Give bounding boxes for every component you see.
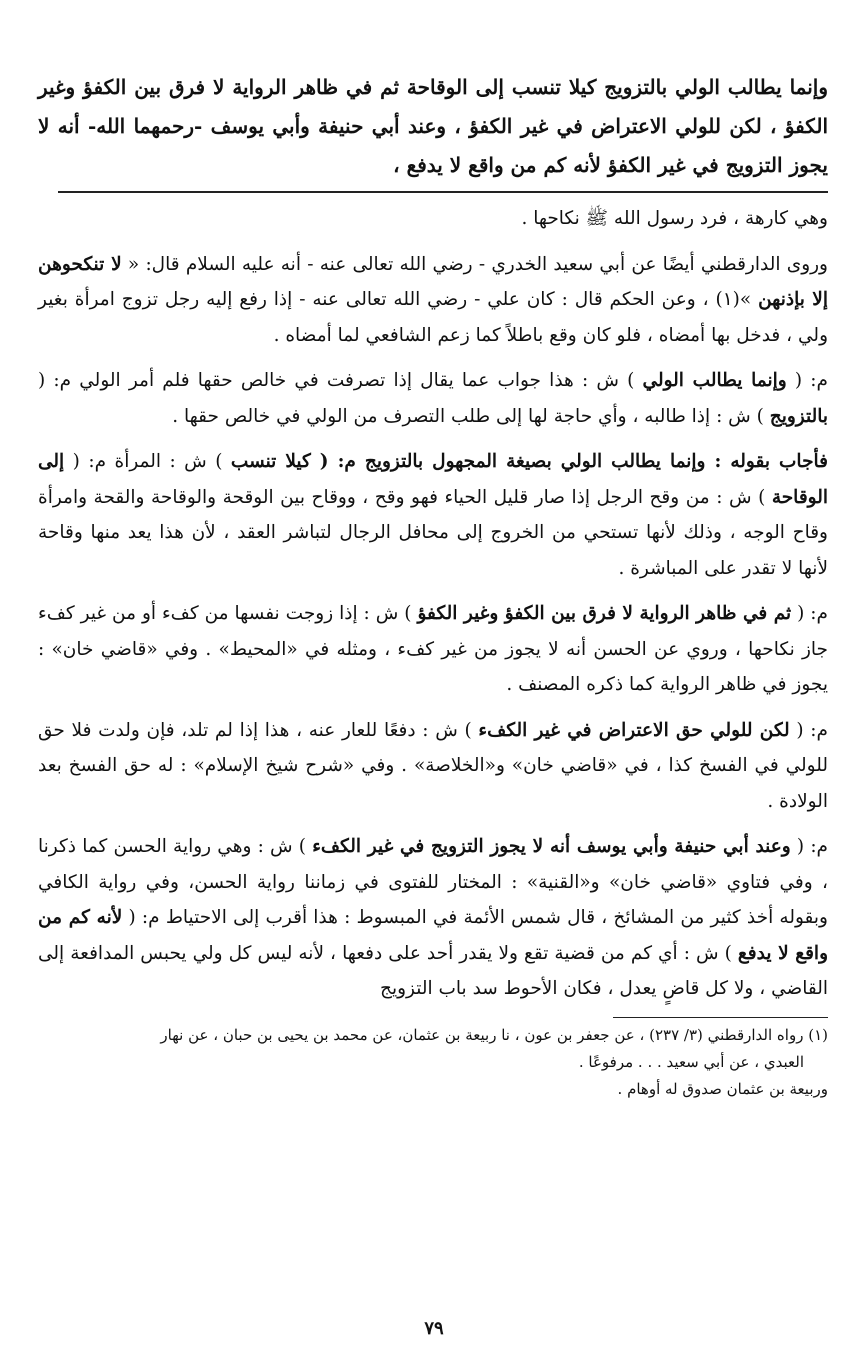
hadith-quote: لا تنكحوهن إلا بإذنهن bbox=[38, 253, 829, 310]
matn-quote: إلى الوقاحة bbox=[38, 451, 828, 508]
page-number: ٧٩ bbox=[424, 1318, 444, 1339]
paragraph: وهي كارهة ، فرد رسول الله ﷺ نكاحها . bbox=[521, 208, 828, 229]
matn-quote: كيلا تنسب bbox=[230, 451, 311, 472]
paragraph: م: ( لكن للولي حق الاعتراض في غير الكفء ) ش : دفعًا للعار عنه ، هذا إذا لم تلد، فإن ولدت فلا حق للولي في الفسخ كذا ، في «قاضي خان» و«الخلاصة» . وفي «شرح شيخ الإسلام» : له حق الفسخ بعد الولادة . bbox=[38, 719, 828, 812]
matn-text: وإنما يطالب الولي بالتزويج كيلا تنسب إلى الوقاحة ثم في ظاهر الرواية لا فرق بين الكفؤ وغير الكفؤ ، لكن للولي الاعتراض في غير الكفؤ ، وعند أبي حنيفة وأبي يوسف -رحمهما الله- أنه لا يجوز التزويج في غير الكفؤ لأنه كم من واقع لا يدفع ، bbox=[38, 75, 828, 177]
paragraph: م: ( ثم في ظاهر الرواية لا فرق بين الكفؤ وغير الكفؤ ) ش : إذا زوجت نفسها من كفء أو من غير كفء جاز نكاحها ، وروي عن الحسن أنه لا يجوز من غير كفء ، ومثله في «المحيط» . وفي «قاضي خان» : يجوز في ظاهر الرواية كما ذكره المصنف . bbox=[38, 603, 828, 695]
matn-quote: بالتزويج bbox=[769, 405, 828, 427]
footnote-line: العبدي ، عن أبي سعيد . . . مرفوعًا . bbox=[578, 1052, 804, 1071]
footnote-line: وربيعة بن عثمان صدوق له أوهام . bbox=[617, 1079, 828, 1098]
matn-quote: وإنما يطالب الولي bbox=[642, 370, 787, 391]
matn-quote: لأنه كم من واقع لا يدفع bbox=[38, 907, 829, 964]
footnote-line: (١) رواه الدارقطني (٣/ ٢٣٧) ، عن جعفر بن عون ، نا ربيعة بن عثمان، عن محمد بن يحيى بن حبان ، عن نهار bbox=[160, 1025, 828, 1044]
separator-line bbox=[58, 191, 828, 193]
footnote-separator bbox=[613, 1017, 828, 1018]
footnotes bbox=[38, 1022, 828, 1103]
matn-quote: ثم في ظاهر الرواية لا فرق بين الكفؤ وغير الكفؤ bbox=[417, 603, 792, 624]
matn-quote: لكن للولي حق الاعتراض في غير الكفء bbox=[478, 719, 790, 741]
book-page bbox=[38, 68, 828, 1358]
paragraph: م: ( وإنما يطالب الولي ) ش : هذا جواب عما يقال إذا تصرفت في خالص حقها فلم أمر الولي م: ( بالتزويج ) ش : إذا طالبه ، وأي حاجة لها إلى طلب التصرف من الولي في خالص حقها . bbox=[38, 370, 828, 427]
matn-quote: وعند أبي حنيفة وأبي يوسف أنه لا يجوز التزويج في غير الكفء bbox=[312, 836, 791, 857]
commentary bbox=[38, 201, 828, 1007]
paragraph: فأجاب بقوله : وإنما يطالب الولي بصيغة المجهول بالتزويج م: ( كيلا تنسب ) ش : المرأة م: ( إلى الوقاحة ) ش : من وقح الرجل إذا صار قليل الحياء فهو وقح ، ووقاح بين الوقحة والوقاحة والقحة وامرأة وقاح الوجه ، وذلك لأنها تستحي من الخروج إلى محافل الرجال لتباشر العقد ، لأن هذا يعد منها وقاحة لأنها لا تقدر على المباشرة . bbox=[38, 451, 828, 579]
paragraph: م: ( وعند أبي حنيفة وأبي يوسف أنه لا يجوز التزويج في غير الكفء ) ش : وهي رواية الحسن كما ذكرنا ، وفي فتاوي «قاضي خان» و«القنية» : المختار للفتوى في زماننا رواية الحسن، وفي رواية الكافي وبقوله أخذ كثير من المشائخ ، قال شمس الأئمة في المبسوط : هذا أقرب إلى الاحتياط م: ( لأنه كم من واقع لا يدفع ) ش : أي كم من قضية تقع ولا يقدر أحد على دفعها ، لأنه ليس كل ولي يحبس المدافعة إلى القاضي ، ولا كل قاضٍ يعدل ، فكان الأحوط سد باب التزويج bbox=[38, 836, 829, 999]
paragraph: وروى الدارقطني أيضًا عن أبي سعيد الخدري - رضي الله تعالى عنه - أنه عليه السلام قال: « لا تنكحوهن إلا بإذنهن »(١) ، وعن الحكم قال : كان علي - رضي الله تعالى عنه - إذا رفع إليه رجل تزوج امرأة بغير ولي ، فدخل بها أمضاه ، فلو كان وقع باطلاً كما زعم الشافعي لما أمضاه . bbox=[38, 253, 829, 346]
